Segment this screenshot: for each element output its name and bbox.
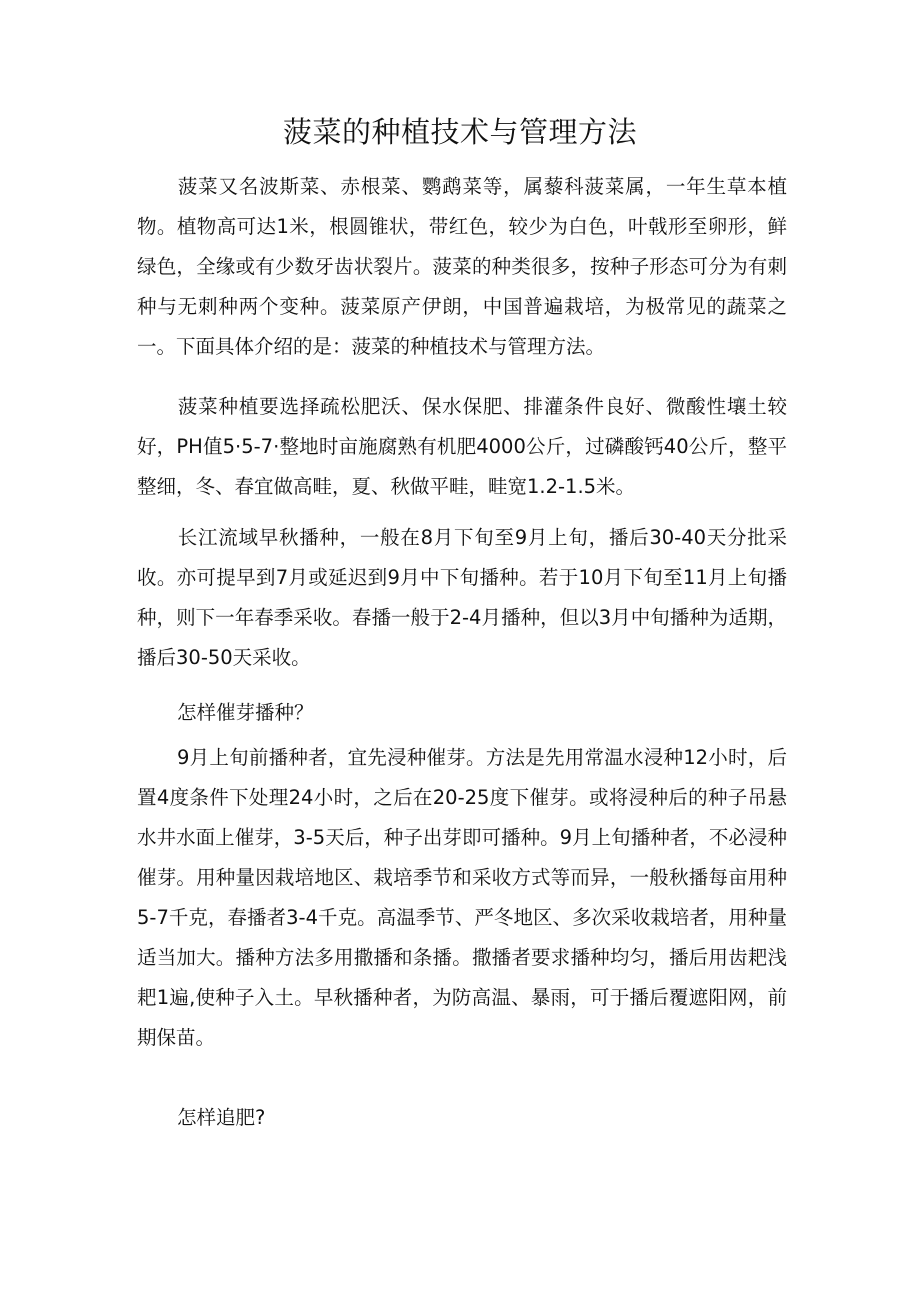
paragraph-sowing-time xyxy=(137,518,787,678)
paragraph-intro xyxy=(137,167,787,367)
paragraph-text: 长江流域早秋播种，一般在8月下旬至9月上旬，播后30-40天分批采收。亦可提早到7月或延迟到9月中下旬播种。若于10月下旬至11月上旬播种，则下一年春季采收。春播一般于2-4月播种，但以3月中旬播种为适期，播后30-50天采收。 xyxy=(137,526,787,669)
section-heading-fertilizing xyxy=(137,1098,787,1138)
paragraph-text: 9月上旬前播种者，宜先浸种催芽。方法是先用常温水浸种12小时，后置4度条件下处理24小时，之后在20-25度下催芽。或将浸种后的种子吊悬水井水面上催芽，3-5天后，种子出芽即可播种。9月上旬播种者，不必浸种催芽。用种量因栽培地区、栽培季节和采收方式等而异，一般秋播每亩用种5-7千克，春播者3-4千克。高温季节、严冬地区、多次采收栽培者，用种量适当加大。播种方法多用撒播和条播。撒播者要求播种均匀，播后用齿耙浅耙1遍,使种子入土。早秋播种者，为防高温、暴雨，可于播后覆遮阳网，前期保苗。 xyxy=(137,746,787,1049)
document-title: 菠菜的种植技术与管理方法 xyxy=(282,115,637,149)
paragraph-soil xyxy=(137,387,787,507)
section-heading-germination xyxy=(137,693,787,733)
paragraph-text: 菠菜又名波斯菜、赤根菜、鹦鹉菜等，属藜科菠菜属，一年生草本植物。植物高可达1米，根圆锥状，带红色，较少为白色，叶戟形至卵形，鲜绿色，全缘或有少数牙齿状裂片。菠菜的种类很多，按种子形态可分为有刺种与无刺种两个变种。菠菜原产伊朗，中国普遍栽培，为极常见的蔬菜之一。下面具体介绍的是：菠菜的种植技术与管理方法。 xyxy=(137,175,787,358)
paragraph-germination xyxy=(137,738,787,1058)
paragraph-text: 菠菜种植要选择疏松肥沃、保水保肥、排灌条件良好、微酸性壤土较好，PH值5·5-7·整地时亩施腐熟有机肥4000公斤，过磷酸钙40公斤，整平整细，冬、春宜做高畦，夏、秋做平畦，畦宽1.2-1.5米。 xyxy=(137,395,787,498)
paragraph-text: 怎样追肥? xyxy=(177,1106,266,1129)
paragraph-text: 怎样催芽播种？ xyxy=(177,701,314,724)
